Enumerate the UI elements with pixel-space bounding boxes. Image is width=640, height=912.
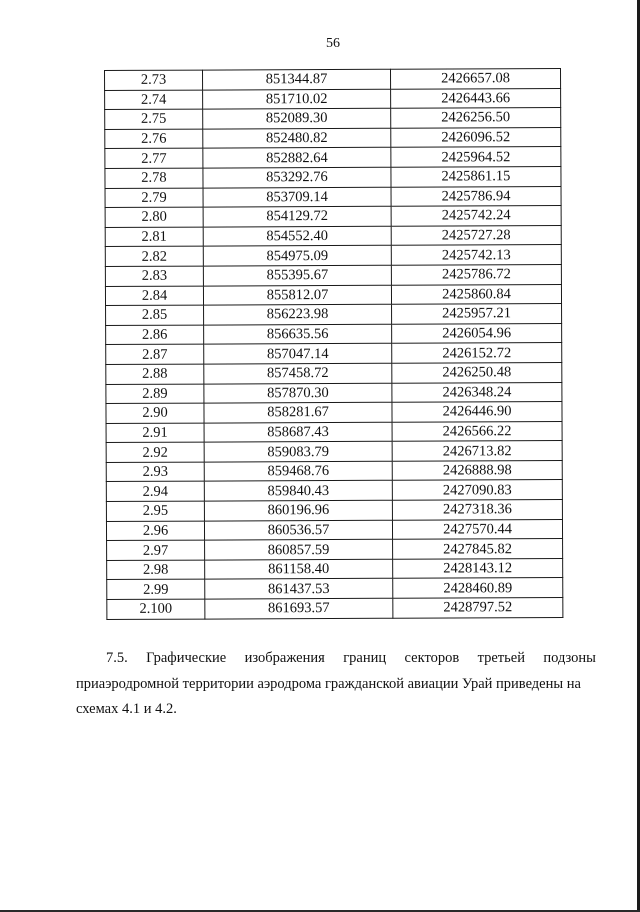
x-coordinate-cell: 852882.64	[203, 148, 391, 168]
point-number-cell: 2.85	[106, 305, 204, 325]
y-coordinate-cell: 2428460.89	[393, 578, 563, 598]
paragraph-line-2: приаэродромной территории аэродрома гражданской авиации Урай приведены на	[76, 675, 581, 692]
x-coordinate-cell: 857047.14	[204, 344, 392, 364]
page-number: 56	[326, 36, 340, 51]
point-number-cell: 2.79	[105, 188, 203, 208]
x-coordinate-cell: 851710.02	[203, 89, 391, 109]
point-number-cell: 2.90	[106, 403, 204, 423]
table-row	[105, 127, 561, 149]
point-number-cell: 2.78	[105, 168, 203, 188]
y-coordinate-cell: 2426348.24	[392, 382, 562, 402]
y-coordinate-cell: 2425786.72	[391, 264, 561, 284]
x-coordinate-cell: 852089.30	[203, 108, 391, 128]
table-row	[105, 264, 561, 286]
y-coordinate-cell: 2425727.28	[391, 225, 561, 245]
paragraph-word: Графические	[146, 650, 227, 666]
table-row	[106, 382, 562, 404]
point-number-cell: 2.91	[106, 423, 204, 443]
x-coordinate-cell: 860857.59	[205, 539, 393, 559]
x-coordinate-cell: 852480.82	[203, 128, 391, 148]
y-coordinate-cell: 2428797.52	[393, 598, 563, 618]
point-number-cell: 2.92	[106, 442, 204, 462]
x-coordinate-cell: 855812.07	[203, 285, 391, 305]
y-coordinate-cell: 2426152.72	[392, 343, 562, 363]
y-coordinate-cell: 2426446.90	[392, 402, 562, 422]
table-row	[106, 362, 562, 384]
table-row	[105, 69, 561, 91]
y-coordinate-cell: 2427570.44	[392, 519, 562, 539]
x-coordinate-cell: 857458.72	[204, 363, 392, 383]
x-coordinate-cell: 860196.96	[204, 500, 392, 520]
y-coordinate-cell: 2425742.13	[391, 245, 561, 265]
table-row	[107, 598, 563, 620]
table-row	[106, 421, 562, 443]
table-row	[106, 500, 562, 522]
point-number-cell: 2.75	[105, 109, 203, 129]
point-number-cell: 2.95	[106, 501, 204, 521]
y-coordinate-cell: 2427845.82	[393, 539, 563, 559]
x-coordinate-cell: 856635.56	[204, 324, 392, 344]
point-number-cell: 2.88	[106, 364, 204, 384]
y-coordinate-cell: 2426713.82	[392, 441, 562, 461]
y-coordinate-cell: 2425957.21	[392, 304, 562, 324]
table-row	[105, 284, 561, 306]
x-coordinate-cell: 861693.57	[205, 598, 393, 618]
table-row	[105, 166, 561, 188]
paragraph-word: границ	[343, 650, 387, 666]
table-row	[105, 225, 561, 247]
x-coordinate-cell: 854552.40	[203, 226, 391, 246]
point-number-cell: 2.89	[106, 384, 204, 404]
section-paragraph	[76, 646, 596, 723]
x-coordinate-cell: 855395.67	[203, 265, 391, 285]
y-coordinate-cell: 2426888.98	[392, 460, 562, 480]
point-number-cell: 2.73	[105, 70, 203, 90]
x-coordinate-cell: 859083.79	[204, 442, 392, 462]
y-coordinate-cell: 2428143.12	[393, 558, 563, 578]
y-coordinate-cell: 2426443.66	[391, 88, 561, 108]
coordinates-table	[104, 68, 563, 620]
x-coordinate-cell: 858281.67	[204, 402, 392, 422]
point-number-cell: 2.76	[105, 129, 203, 149]
point-number-cell: 2.99	[107, 580, 205, 600]
y-coordinate-cell: 2427090.83	[392, 480, 562, 500]
point-number-cell: 2.96	[106, 521, 204, 541]
table-row	[105, 186, 561, 208]
x-coordinate-cell: 853709.14	[203, 187, 391, 207]
x-coordinate-cell: 851344.87	[203, 69, 391, 89]
y-coordinate-cell: 2425742.24	[391, 206, 561, 226]
y-coordinate-cell: 2426054.96	[392, 323, 562, 343]
x-coordinate-cell: 856223.98	[204, 304, 392, 324]
x-coordinate-cell: 859468.76	[204, 461, 392, 481]
table-row	[107, 558, 563, 580]
table-row	[106, 402, 562, 424]
table-row	[106, 304, 562, 326]
point-number-cell: 2.93	[106, 462, 204, 482]
x-coordinate-cell: 857870.30	[204, 383, 392, 403]
table-row	[107, 539, 563, 561]
point-number-cell: 2.81	[105, 227, 203, 247]
point-number-cell: 2.98	[107, 560, 205, 580]
paragraph-word: изображения	[244, 650, 325, 666]
y-coordinate-cell: 2426657.08	[390, 69, 560, 89]
x-coordinate-cell: 861158.40	[205, 559, 393, 579]
point-number-cell: 2.100	[107, 599, 205, 619]
point-number-cell: 2.87	[106, 344, 204, 364]
x-coordinate-cell: 859840.43	[204, 481, 392, 501]
x-coordinate-cell: 853292.76	[203, 167, 391, 187]
table-row	[106, 323, 562, 345]
point-number-cell: 2.83	[105, 266, 203, 286]
x-coordinate-cell: 860536.57	[204, 520, 392, 540]
point-number-cell: 2.82	[105, 246, 203, 266]
point-number-cell: 2.84	[105, 286, 203, 306]
point-number-cell: 2.94	[106, 482, 204, 502]
y-coordinate-cell: 2426566.22	[392, 421, 562, 441]
y-coordinate-cell: 2425786.94	[391, 186, 561, 206]
y-coordinate-cell: 2426256.50	[391, 108, 561, 128]
x-coordinate-cell: 854129.72	[203, 206, 391, 226]
point-number-cell: 2.80	[105, 207, 203, 227]
paragraph-word: секторов	[404, 650, 460, 666]
table-row	[105, 108, 561, 130]
paragraph-word: третьей	[477, 650, 525, 666]
x-coordinate-cell: 861437.53	[205, 579, 393, 599]
paragraph-line-1	[76, 646, 596, 672]
y-coordinate-cell: 2425861.15	[391, 166, 561, 186]
point-number-cell: 2.97	[107, 540, 205, 560]
table-row	[106, 519, 562, 541]
table-row	[107, 578, 563, 600]
table-row	[106, 441, 562, 463]
paragraph-word: подзоны	[543, 650, 596, 666]
point-number-cell: 2.74	[105, 90, 203, 110]
x-coordinate-cell: 854975.09	[203, 246, 391, 266]
paragraph-line-3: схемах 4.1 и 4.2.	[76, 701, 177, 717]
table-row	[105, 88, 561, 110]
table-row	[105, 147, 561, 169]
table-row	[106, 480, 562, 502]
table-row	[105, 245, 561, 267]
point-number-cell: 2.77	[105, 148, 203, 168]
y-coordinate-cell: 2427318.36	[392, 500, 562, 520]
x-coordinate-cell: 858687.43	[204, 422, 392, 442]
table-row	[106, 343, 562, 365]
table-row	[105, 206, 561, 228]
y-coordinate-cell: 2426096.52	[391, 127, 561, 147]
coordinates-table-body	[105, 69, 563, 620]
point-number-cell: 2.86	[106, 325, 204, 345]
y-coordinate-cell: 2426250.48	[392, 362, 562, 382]
y-coordinate-cell: 2425860.84	[391, 284, 561, 304]
y-coordinate-cell: 2425964.52	[391, 147, 561, 167]
table-row	[106, 460, 562, 482]
paragraph-word: 7.5.	[106, 650, 128, 666]
